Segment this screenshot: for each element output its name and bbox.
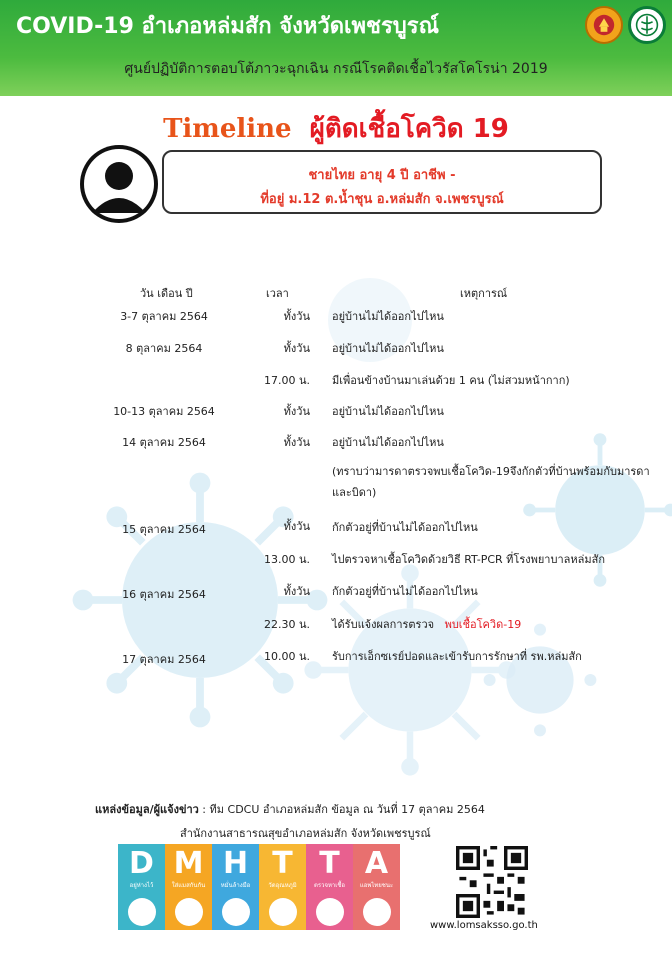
row-date: 14 ตุลาคม 2564	[122, 436, 206, 449]
patient-demographics: ชายไทย อายุ 4 ปี อาชีพ -	[308, 168, 456, 183]
row-time: 13.00 น.	[263, 553, 310, 566]
row-date: 15 ตุลาคม 2564	[122, 523, 206, 536]
dmhtta-caption: ตรวจหาเชื้อ	[313, 882, 346, 889]
header-subtitle: ศูนย์ปฏิบัติการตอบโต้ภาวะฉุกเฉิน กรณีโรคติดเชื้อไวรัสโคโรน่า 2019	[124, 61, 548, 77]
row-date: 3-7 ตุลาคม 2564	[120, 310, 208, 323]
row-time: 10.00 น.	[263, 650, 310, 663]
row-event: รับการเอ็กซเรย์ปอดและเข้ารับการรักษาที่ รพ.หล่มสัก	[332, 650, 582, 663]
header-banner	[0, 0, 672, 96]
dmhtta-caption: อยู่ห่างไว้	[129, 882, 154, 889]
row-time: ทั้งวัน	[283, 310, 310, 323]
dmhtta-letter: A	[364, 846, 389, 881]
row-time: 17.00 น.	[263, 374, 310, 387]
dmhtta-tile-d	[118, 844, 165, 930]
dmhtta-banner	[118, 844, 400, 930]
timeline-word: Timeline	[163, 114, 292, 144]
mask-icon	[175, 898, 203, 926]
row-time: ทั้งวัน	[283, 585, 310, 598]
positive-result-text: พบเชื้อโควิด-19	[444, 618, 522, 631]
header-time: เวลา	[266, 287, 289, 300]
row-event: อยู่บ้านไม่ได้ออกไปไหน	[332, 436, 444, 449]
infected-heading: ผู้ติดเชื้อโควิด 19	[309, 114, 509, 144]
header-event: เหตุการณ์	[460, 287, 508, 300]
handwash-icon	[222, 898, 250, 926]
header-date: วัน เดือน ปี	[140, 287, 193, 300]
dmhtta-caption: ใส่แมสกันกัน	[171, 882, 206, 889]
dmhtta-tile-m	[165, 844, 212, 930]
dmhtta-caption: แอพไทยชนะ	[359, 882, 394, 889]
dmhtta-letter: T	[272, 846, 293, 881]
row-date: 8 ตุลาคม 2564	[125, 342, 203, 355]
dmhtta-tile-t2	[306, 844, 353, 930]
row-event: กักตัวอยู่ที่บ้านไม่ได้ออกไปไหน	[332, 521, 478, 534]
province-seal-icon	[585, 6, 623, 44]
dmhtta-letter: D	[129, 846, 154, 881]
dmhtta-caption: หมั่นล้างมือ	[220, 882, 251, 889]
row-event: อยู่บ้านไม่ได้ออกไปไหน	[332, 342, 444, 355]
row-event: อยู่บ้านไม่ได้ออกไปไหน	[332, 405, 444, 418]
result-text: ได้รับแจ้งผลการตรวจ	[332, 618, 435, 631]
timeline-title	[0, 108, 672, 149]
virus-background-bottom-right	[480, 620, 600, 740]
row-date: 10-13 ตุลาคม 2564	[113, 405, 215, 418]
dmhtta-letter: T	[319, 846, 340, 881]
row-date: 16 ตุลาคม 2564	[122, 588, 206, 601]
qr-code-icon[interactable]	[456, 846, 528, 918]
row-time: ทั้งวัน	[283, 436, 310, 449]
office-name: สำนักงานสาธารณสุขอำเภอหล่มสัก จังหวัดเพชรบูรณ์	[180, 827, 431, 840]
ministry-of-health-logo-icon	[628, 6, 666, 44]
patient-address: ที่อยู่ ม.12 ต.น้ำชุน อ.หล่มสัก จ.เพชรบูรณ์	[260, 192, 504, 207]
row-date: 17 ตุลาคม 2564	[122, 653, 206, 666]
row-event-result	[332, 615, 652, 633]
row-event-note: (ทราบว่ามารดาตรวจพบเชื้อโควิด-19จึงกักตัวที่บ้านพร้อมกับมารดาและบิดา)	[332, 465, 650, 499]
test-icon	[316, 898, 344, 926]
source-text: : ทีม CDCU อำเภอหล่มสัก ข้อมูล ณ วันที่ 17 ตุลาคม 2564	[198, 803, 485, 816]
header-title: COVID-19 อำเภอหล่มสัก จังหวัดเพชรบูรณ์	[16, 14, 439, 39]
source-label: แหล่งข้อมูล/ผู้แจ้งข่าว	[95, 803, 199, 816]
row-time: ทั้งวัน	[283, 342, 310, 355]
distance-icon	[128, 898, 156, 926]
dmhtta-caption: วัดอุณหภูมิ	[268, 882, 297, 889]
row-event: อยู่บ้านไม่ได้ออกไปไหน	[332, 310, 444, 323]
dmhtta-tile-t1	[259, 844, 306, 930]
patient-avatar-icon	[80, 145, 158, 223]
row-time: ทั้งวัน	[283, 520, 310, 533]
dmhtta-letter: M	[173, 846, 204, 881]
row-event: กักตัวอยู่ที่บ้านไม่ได้ออกไปไหน	[332, 585, 478, 598]
source-line	[95, 800, 485, 818]
app-icon	[363, 898, 391, 926]
patient-info-box	[162, 150, 602, 214]
dmhtta-tile-a	[353, 844, 400, 930]
row-time: 22.30 น.	[263, 618, 310, 631]
row-time: ทั้งวัน	[283, 405, 310, 418]
dmhtta-letter: H	[222, 846, 249, 881]
row-event: มีเพื่อนข้างบ้านมาเล่นด้วย 1 คน (ไม่สวมหน้ากาก)	[332, 374, 570, 387]
website-link[interactable]: www.lomsaksso.go.th	[430, 920, 538, 931]
thermometer-icon	[269, 898, 297, 926]
dmhtta-tile-h	[212, 844, 259, 930]
row-event: ไปตรวจหาเชื้อโควิดด้วยวิธี RT-PCR ที่โรงพยาบาลหล่มสัก	[332, 553, 605, 566]
